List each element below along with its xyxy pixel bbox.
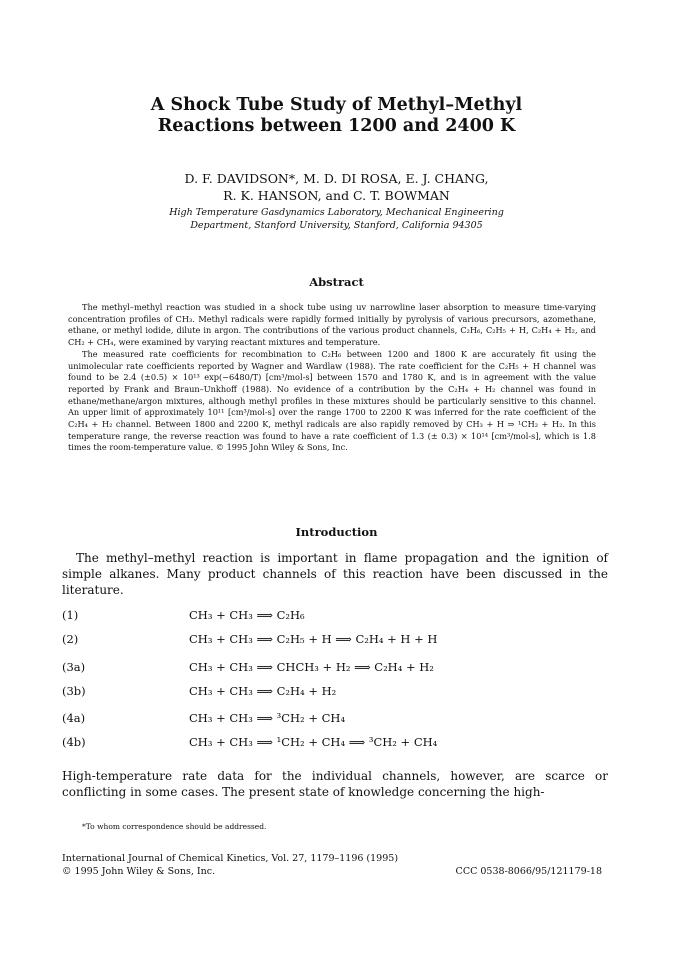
reaction-number: (3b)	[62, 684, 86, 698]
reaction-equation: CH₃ + CH₃ ⟹ ³CH₂ + CH₄	[189, 711, 346, 725]
introduction-heading: Introduction	[295, 525, 378, 539]
abstract-paragraph-1: The methyl–methyl reaction was studied in a shock tube using uv narrowline laser absorption to measure time-varying concentration profiles of CH₃. Methyl radicals were rapidly formed initially by pyrolysis of various precursors, azomethane, ethane, or methyl iodide, dilute in argon. The contributions of the various product channels, C₂H₆, C₂H₅ + H, C₂H₄ + H₂, and CH₂ + CH₄, were examined by varying reactant mixtures and temperature.	[68, 302, 596, 348]
reaction-equation: CH₃ + CH₃ ⟹ C₂H₆	[189, 608, 305, 622]
authors-line-2: R. K. HANSON, and C. T. BOWMAN	[223, 188, 450, 203]
affiliation-line-1: High Temperature Gasdynamics Laboratory, Mechanical Engineering	[169, 207, 504, 218]
reaction-number: (2)	[62, 632, 79, 646]
authors-line-1: D. F. DAVIDSON*, M. D. DI ROSA, E. J. CHANG,	[184, 171, 489, 186]
reaction-number: (4b)	[62, 735, 86, 749]
reaction-number: (4a)	[62, 711, 86, 725]
abstract-body	[68, 302, 596, 454]
affiliation	[60, 206, 613, 232]
abstract-heading: Abstract	[309, 275, 364, 289]
affiliation-line-2: Department, Stanford University, Stanford, California 94305	[190, 220, 483, 231]
journal-footer-row	[62, 865, 602, 878]
title-line-1: A Shock Tube Study of Methyl–Methyl	[150, 95, 523, 115]
reaction-equation: CH₃ + CH₃ ⟹ CHCH₃ + H₂ ⟹ C₂H₄ + H₂	[189, 660, 434, 674]
journal-ccc-code: CCC 0538-8066/95/121179-18	[455, 866, 602, 877]
author-list	[60, 170, 613, 204]
reaction-equation: CH₃ + CH₃ ⟹ C₂H₅ + H ⟹ C₂H₄ + H + H	[189, 632, 438, 646]
journal-footer	[62, 852, 602, 878]
reaction-equation: CH₃ + CH₃ ⟹ C₂H₄ + H₂	[189, 684, 337, 698]
introduction-continued	[62, 768, 608, 800]
title-line-2: Reactions between 1200 and 2400 K	[157, 116, 516, 136]
reaction-equation: CH₃ + CH₃ ⟹ ¹CH₂ + CH₄ ⟹ ³CH₂ + CH₄	[189, 735, 438, 749]
introduction-paragraph-1: The methyl–methyl reaction is important in flame propagation and the ignition of simple alkanes. Many product channels of this reaction have been discussed in the literature.	[62, 551, 608, 598]
paper-title	[60, 95, 613, 137]
abstract-paragraph-2: The measured rate coefficients for recombination to C₂H₆ between 1200 and 1800 K are accurately fit using the unimolecular rate coefficients reported by Wagner and Wardlaw (1988). The rate coefficient for the C₂H₅ + H channel was found to be 2.4 (±0.5) × 10¹³ exp(−6480/T) [cm³/mol-s] between 1570 and 1780 K, and is in agreement with the value reported by Frank and Braun–Unkhoff (1988). No evidence of a contribution by the C₂H₄ + H₂ channel was found in ethane/methane/argon mixtures, although methyl profiles in these mixtures should be particularly sensitive to this channel. An upper limit of approximately 10¹¹ [cm³/mol-s] over the range 1700 to 2200 K was inferred for the rate coefficient of the C₂H₄ + H₂ channel. Between 1800 and 2200 K, methyl radicals are also rapidly removed by CH₃ + H ⇒ ¹CH₂ + H₂. In this temperature range, the reverse reaction was found to have a rate coefficient of 1.3 (± 0.3) × 10¹⁴ [cm³/mol-s], which is 1.8 times the room-temperature value. © 1995 John Wiley & Sons, Inc.	[68, 348, 596, 453]
journal-copyright: © 1995 John Wiley & Sons, Inc.	[62, 866, 216, 877]
journal-citation: International Journal of Chemical Kinetics, Vol. 27, 1179–1196 (1995)	[62, 853, 399, 864]
introduction-text	[62, 550, 608, 599]
reaction-number: (1)	[62, 608, 79, 622]
introduction-paragraph-2: High-temperature rate data for the individual channels, however, are scarce or conflicting in some cases. The present state of knowledge concerning the high-	[62, 769, 608, 800]
correspondence-footnote: *To whom correspondence should be addressed.	[82, 822, 267, 831]
reaction-number: (3a)	[62, 660, 86, 674]
